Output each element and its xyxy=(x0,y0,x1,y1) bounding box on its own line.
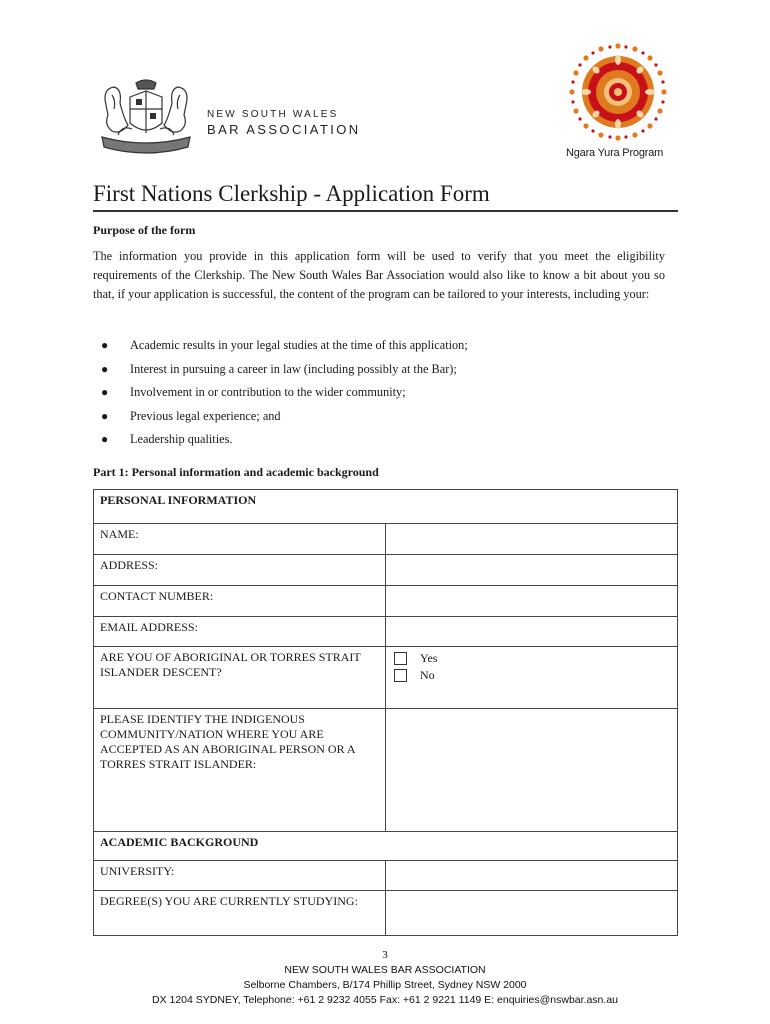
address-field[interactable] xyxy=(386,555,678,586)
degree-label: DEGREE(S) YOU ARE CURRENTLY STUDYING: xyxy=(94,891,386,936)
table-row xyxy=(94,490,678,524)
community-nation-label: PLEASE IDENTIFY THE INDIGENOUS COMMUNITY/NATION WHERE YOU ARE ACCEPTED AS AN ABORIGINAL PERSON OR A TORRES STRAIT ISLANDER: xyxy=(94,709,386,832)
bullet-item xyxy=(93,336,468,360)
bullet-icon: ● xyxy=(101,361,109,376)
bullet-item xyxy=(93,407,468,431)
bullet-text: Academic results in your legal studies at the time of this application; xyxy=(130,338,468,352)
title-divider xyxy=(93,210,678,212)
purpose-paragraph: The information you provide in this application form will be used to verify that you meet the eligibility requirements of the Clerkship. The New South Wales Bar Association would also like to know a bit about you so that, if your application is successful, the content of the program can be tailored to your interests, including your: xyxy=(93,249,665,301)
page-title: First Nations Clerkship - Application Form xyxy=(93,181,490,206)
bullet-text: Involvement in or contribution to the wider community; xyxy=(130,385,406,399)
academic-background-section-heading: ACADEMIC BACKGROUND xyxy=(94,832,678,861)
table-row xyxy=(94,709,678,832)
table-row xyxy=(94,555,678,586)
no-label: No xyxy=(420,668,435,682)
bullet-text: Leadership qualities. xyxy=(130,432,233,446)
descent-options xyxy=(386,647,678,709)
bullet-item xyxy=(93,430,468,454)
table-row xyxy=(94,647,678,709)
footer-contact: DX 1204 SYDNEY, Telephone: +61 2 9232 4055 Fax: +61 2 9221 1149 E: enquiries@nswbar.asn.au xyxy=(152,994,618,1006)
personal-info-form-table xyxy=(93,489,678,936)
part1-heading: Part 1: Personal information and academic background xyxy=(93,465,379,479)
name-field[interactable] xyxy=(386,524,678,555)
university-field[interactable] xyxy=(386,861,678,891)
organisation-name-line2: BAR ASSOCIATION xyxy=(207,122,361,137)
organisation-wordmark xyxy=(207,109,361,139)
descent-question-label: ARE YOU OF ABORIGINAL OR TORRES STRAIT ISLANDER DESCENT? xyxy=(94,647,386,709)
footer-address: Selborne Chambers, B/174 Phillip Street, Sydney NSW 2000 xyxy=(243,979,527,991)
email-address-field[interactable] xyxy=(386,617,678,647)
yes-checkbox[interactable] xyxy=(394,652,407,665)
no-option[interactable] xyxy=(394,667,671,684)
bullet-icon: ● xyxy=(101,338,109,352)
yes-label: Yes xyxy=(420,651,438,665)
degree-field[interactable] xyxy=(386,891,678,936)
bullet-text: Previous legal experience; and xyxy=(130,408,281,423)
footer-organisation: NEW SOUTH WALES BAR ASSOCIATION xyxy=(284,964,486,976)
bullet-item xyxy=(93,360,468,384)
contact-number-label: CONTACT NUMBER: xyxy=(94,586,386,617)
table-row xyxy=(94,832,678,861)
bullet-icon: ● xyxy=(101,385,109,399)
name-label: NAME: xyxy=(94,524,386,555)
purpose-heading: Purpose of the form xyxy=(93,223,196,237)
bullet-icon: ● xyxy=(101,408,109,423)
personal-information-section-heading: PERSONAL INFORMATION xyxy=(94,490,678,524)
table-row xyxy=(94,861,678,891)
page-number: 3 xyxy=(382,949,388,961)
email-address-label: EMAIL ADDRESS: xyxy=(94,617,386,647)
purpose-bullet-list xyxy=(93,336,468,454)
page-header xyxy=(0,0,770,170)
ngara-yura-program-logo xyxy=(563,40,673,148)
bullet-text: Interest in pursuing a career in law (including possibly at the Bar); xyxy=(130,361,457,376)
community-nation-field[interactable] xyxy=(386,709,678,832)
bullet-icon: ● xyxy=(101,432,109,446)
coat-of-arms-logo xyxy=(92,75,200,161)
table-row xyxy=(94,617,678,647)
contact-number-field[interactable] xyxy=(386,586,678,617)
organisation-name-line1: NEW SOUTH WALES xyxy=(207,109,339,120)
table-row xyxy=(94,524,678,555)
no-checkbox[interactable] xyxy=(394,669,407,682)
table-row xyxy=(94,891,678,936)
university-label: UNIVERSITY: xyxy=(94,861,386,891)
yes-option[interactable] xyxy=(394,650,671,667)
ngara-yura-program-caption: Ngara Yura Program xyxy=(566,147,664,159)
table-row xyxy=(94,586,678,617)
page-footer xyxy=(0,948,770,1008)
bullet-item xyxy=(93,383,468,407)
address-label: ADDRESS: xyxy=(94,555,386,586)
